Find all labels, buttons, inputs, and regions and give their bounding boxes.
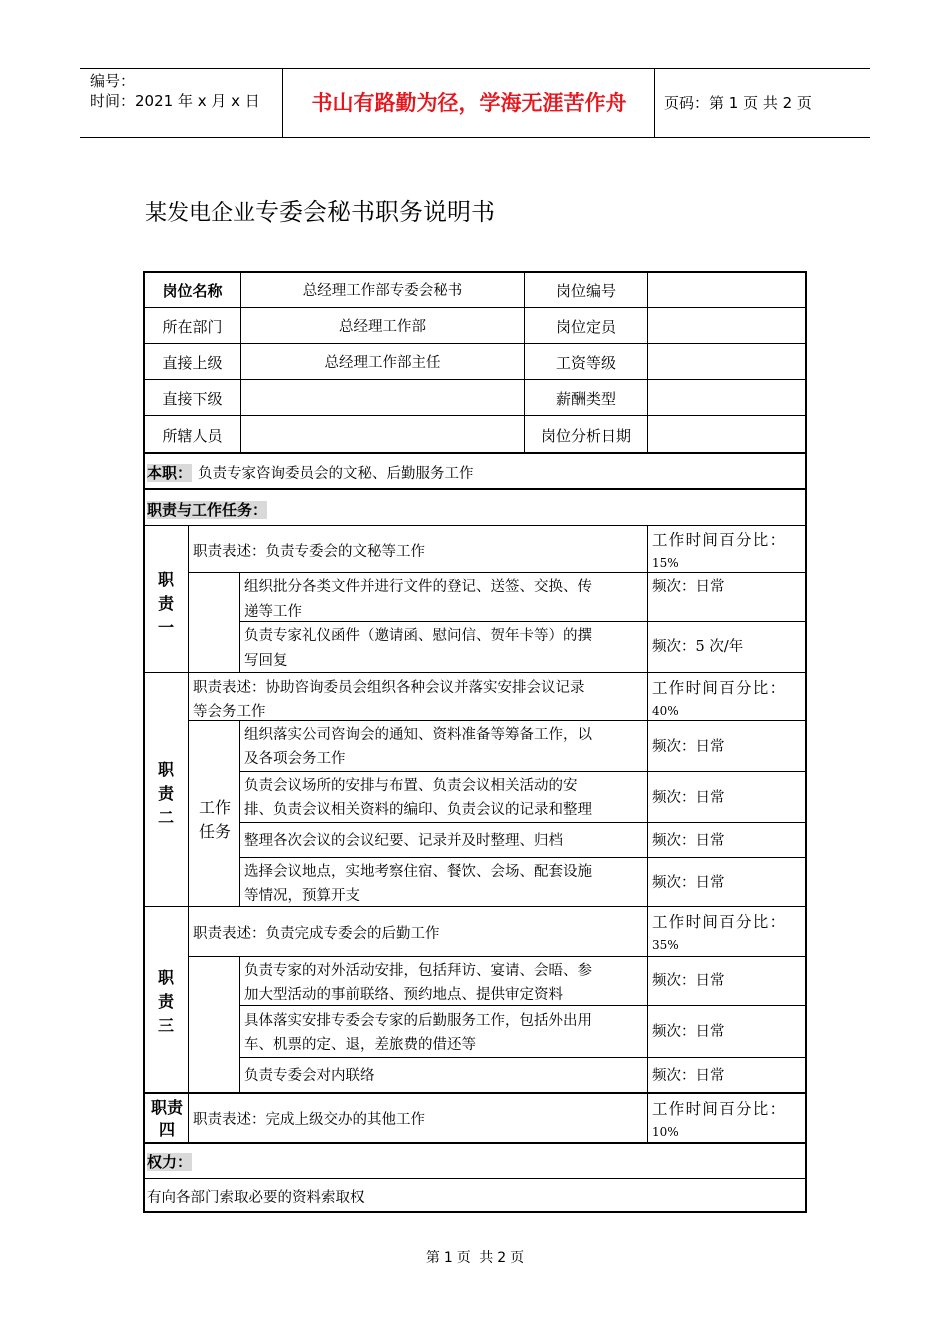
value-position-name: 总经理工作部专委会秘书 bbox=[302, 283, 463, 299]
duty-3-task-1-line-2: 加大型活动的事前联络、预约地点、提供审定资料 bbox=[244, 987, 563, 1003]
header-meta bbox=[90, 71, 280, 111]
footer-total-pages: 2 bbox=[497, 1250, 507, 1266]
duty-1-time-label: 工作时间百分比： bbox=[652, 531, 787, 549]
duty-2-label: 职责二 bbox=[157, 760, 174, 827]
duty-3-task-1-freq: 频次：日常 bbox=[652, 973, 725, 989]
label-position-name: 岗位名称 bbox=[162, 282, 223, 300]
header-motto: 书山有路勤为径，学海无涯苦作舟 bbox=[311, 91, 627, 115]
duty-2-statement-line-2: 等会务工作 bbox=[193, 704, 266, 720]
duty-4-time-value: 10% bbox=[652, 1125, 679, 1139]
value-direct-superior: 总经理工作部主任 bbox=[324, 355, 441, 371]
document-title bbox=[145, 192, 495, 227]
doc-date-label: 时间：2021 年 x 月 x 日 bbox=[90, 92, 260, 110]
duty-summary-text: 负责专家咨询委员会的文秘、后勤服务工作 bbox=[198, 466, 474, 482]
doc-number-label: 编号： bbox=[90, 72, 136, 90]
label-managed-staff: 所辖人员 bbox=[162, 427, 223, 445]
label-department: 所在部门 bbox=[162, 318, 223, 336]
duty-2-task-4-line-2: 等情况，预算开支 bbox=[244, 888, 360, 904]
duty-2-task-3-freq: 频次：日常 bbox=[652, 833, 725, 849]
duty-2-task-1-line-2: 及各项会务工作 bbox=[244, 751, 346, 767]
duty-3-task-2-line-1: 具体落实安排专委会专家的后勤服务工作，包括外出用 bbox=[244, 1013, 592, 1029]
label-direct-superior: 直接上级 bbox=[162, 354, 223, 372]
page-footer: 第 1 页 共 2 页 bbox=[425, 1250, 525, 1266]
duty-2-time-label: 工作时间百分比： bbox=[652, 679, 787, 697]
duty-2-task-2-line-2: 排、负责会议相关资料的编印、负责会议的记录和整理 bbox=[244, 802, 592, 818]
label-salary-grade: 工资等级 bbox=[555, 354, 616, 372]
duties-heading: 职责与工作任务： bbox=[147, 501, 268, 519]
duty-2-statement-line-1: 职责表述：协助咨询委员会组织各种会议并落实安排会议记录 bbox=[193, 680, 585, 696]
duty-3-task-3-line-1: 负责专委会对内联络 bbox=[244, 1068, 375, 1084]
duty-summary-row bbox=[147, 461, 474, 486]
header-page-number: 页码：第 1 页 共 2 页 bbox=[664, 94, 812, 112]
duty-2-task-1-freq: 频次：日常 bbox=[652, 739, 725, 755]
duty-3-task-2-line-2: 车、机票的定、退，差旅费的借还等 bbox=[244, 1037, 476, 1053]
duty-4-statement: 职责表述：完成上级交办的其他工作 bbox=[193, 1112, 425, 1128]
label-direct-subordinate: 直接下级 bbox=[162, 390, 223, 408]
footer-page-number: 1 bbox=[443, 1250, 453, 1266]
duty-2-task-4-freq: 频次：日常 bbox=[652, 875, 725, 891]
duty-1-task-2-line-2: 写回复 bbox=[244, 653, 288, 669]
duty-summary-label: 本职： bbox=[147, 464, 193, 482]
label-pay-type: 薪酬类型 bbox=[555, 390, 616, 408]
duty-2-time-value: 40% bbox=[652, 704, 679, 718]
authority-text: 有向各部门索取必要的资料索取权 bbox=[147, 1190, 365, 1206]
duty-2-task-2-freq: 频次：日常 bbox=[652, 790, 725, 806]
duty-2-task-2-line-1: 负责会议场所的安排与布置、负责会议相关活动的安 bbox=[244, 778, 578, 794]
page-header bbox=[80, 68, 870, 138]
duty-3-time-value: 35% bbox=[652, 938, 679, 952]
duty-2-task-3-line-1: 整理各次会议的会议纪要、记录并及时整理、归档 bbox=[244, 833, 563, 849]
duty-4-time-label: 工作时间百分比： bbox=[652, 1100, 787, 1118]
duty-1-task-1-freq: 频次：日常 bbox=[652, 579, 725, 595]
label-analysis-date: 岗位分析日期 bbox=[540, 427, 631, 445]
duty-2-task-4-line-1: 选择会议地点，实地考察住宿、餐饮、会场、配套设施 bbox=[244, 864, 592, 880]
label-headcount: 岗位定员 bbox=[555, 318, 616, 336]
duty-3-label: 职责三 bbox=[157, 968, 174, 1035]
duty-1-task-2-freq: 频次：5 次/年 bbox=[652, 639, 744, 655]
duty-1-task-1-line-2: 递等工作 bbox=[244, 604, 302, 620]
duty-1-task-2-line-1: 负责专家礼仪函件（邀请函、慰问信、贺年卡等）的撰 bbox=[244, 628, 592, 644]
title-prefix: 某发电企业 bbox=[145, 201, 256, 226]
duty-2-task-label: 工作任务 bbox=[198, 798, 231, 841]
duty-3-task-1-line-1: 负责专家的对外活动安排，包括拜访、宴请、会晤、参 bbox=[244, 963, 592, 979]
duty-1-time-value: 15% bbox=[652, 556, 679, 570]
duty-2-task-1-line-1: 组织落实公司咨询会的通知、资料准备等筹备工作，以 bbox=[244, 727, 592, 743]
duty-1-task-1-line-1: 组织批分各类文件并进行文件的登记、送签、交换、传 bbox=[244, 579, 592, 595]
duty-3-time-label: 工作时间百分比： bbox=[652, 913, 787, 931]
duty-3-task-2-freq: 频次：日常 bbox=[652, 1024, 725, 1040]
value-department: 总经理工作部 bbox=[339, 319, 426, 335]
duty-3-statement: 职责表述：负责完成专委会的后勤工作 bbox=[193, 926, 440, 942]
title-main: 专委会秘书职务说明书 bbox=[255, 198, 496, 226]
duty-4-label: 职责四 bbox=[150, 1098, 183, 1139]
label-position-code: 岗位编号 bbox=[555, 282, 616, 300]
duty-3-task-3-freq: 频次：日常 bbox=[652, 1068, 725, 1084]
duty-1-label: 职责一 bbox=[157, 570, 174, 637]
authority-heading: 权力： bbox=[147, 1153, 193, 1171]
duty-1-statement: 职责表述：负责专委会的文秘等工作 bbox=[193, 544, 425, 560]
